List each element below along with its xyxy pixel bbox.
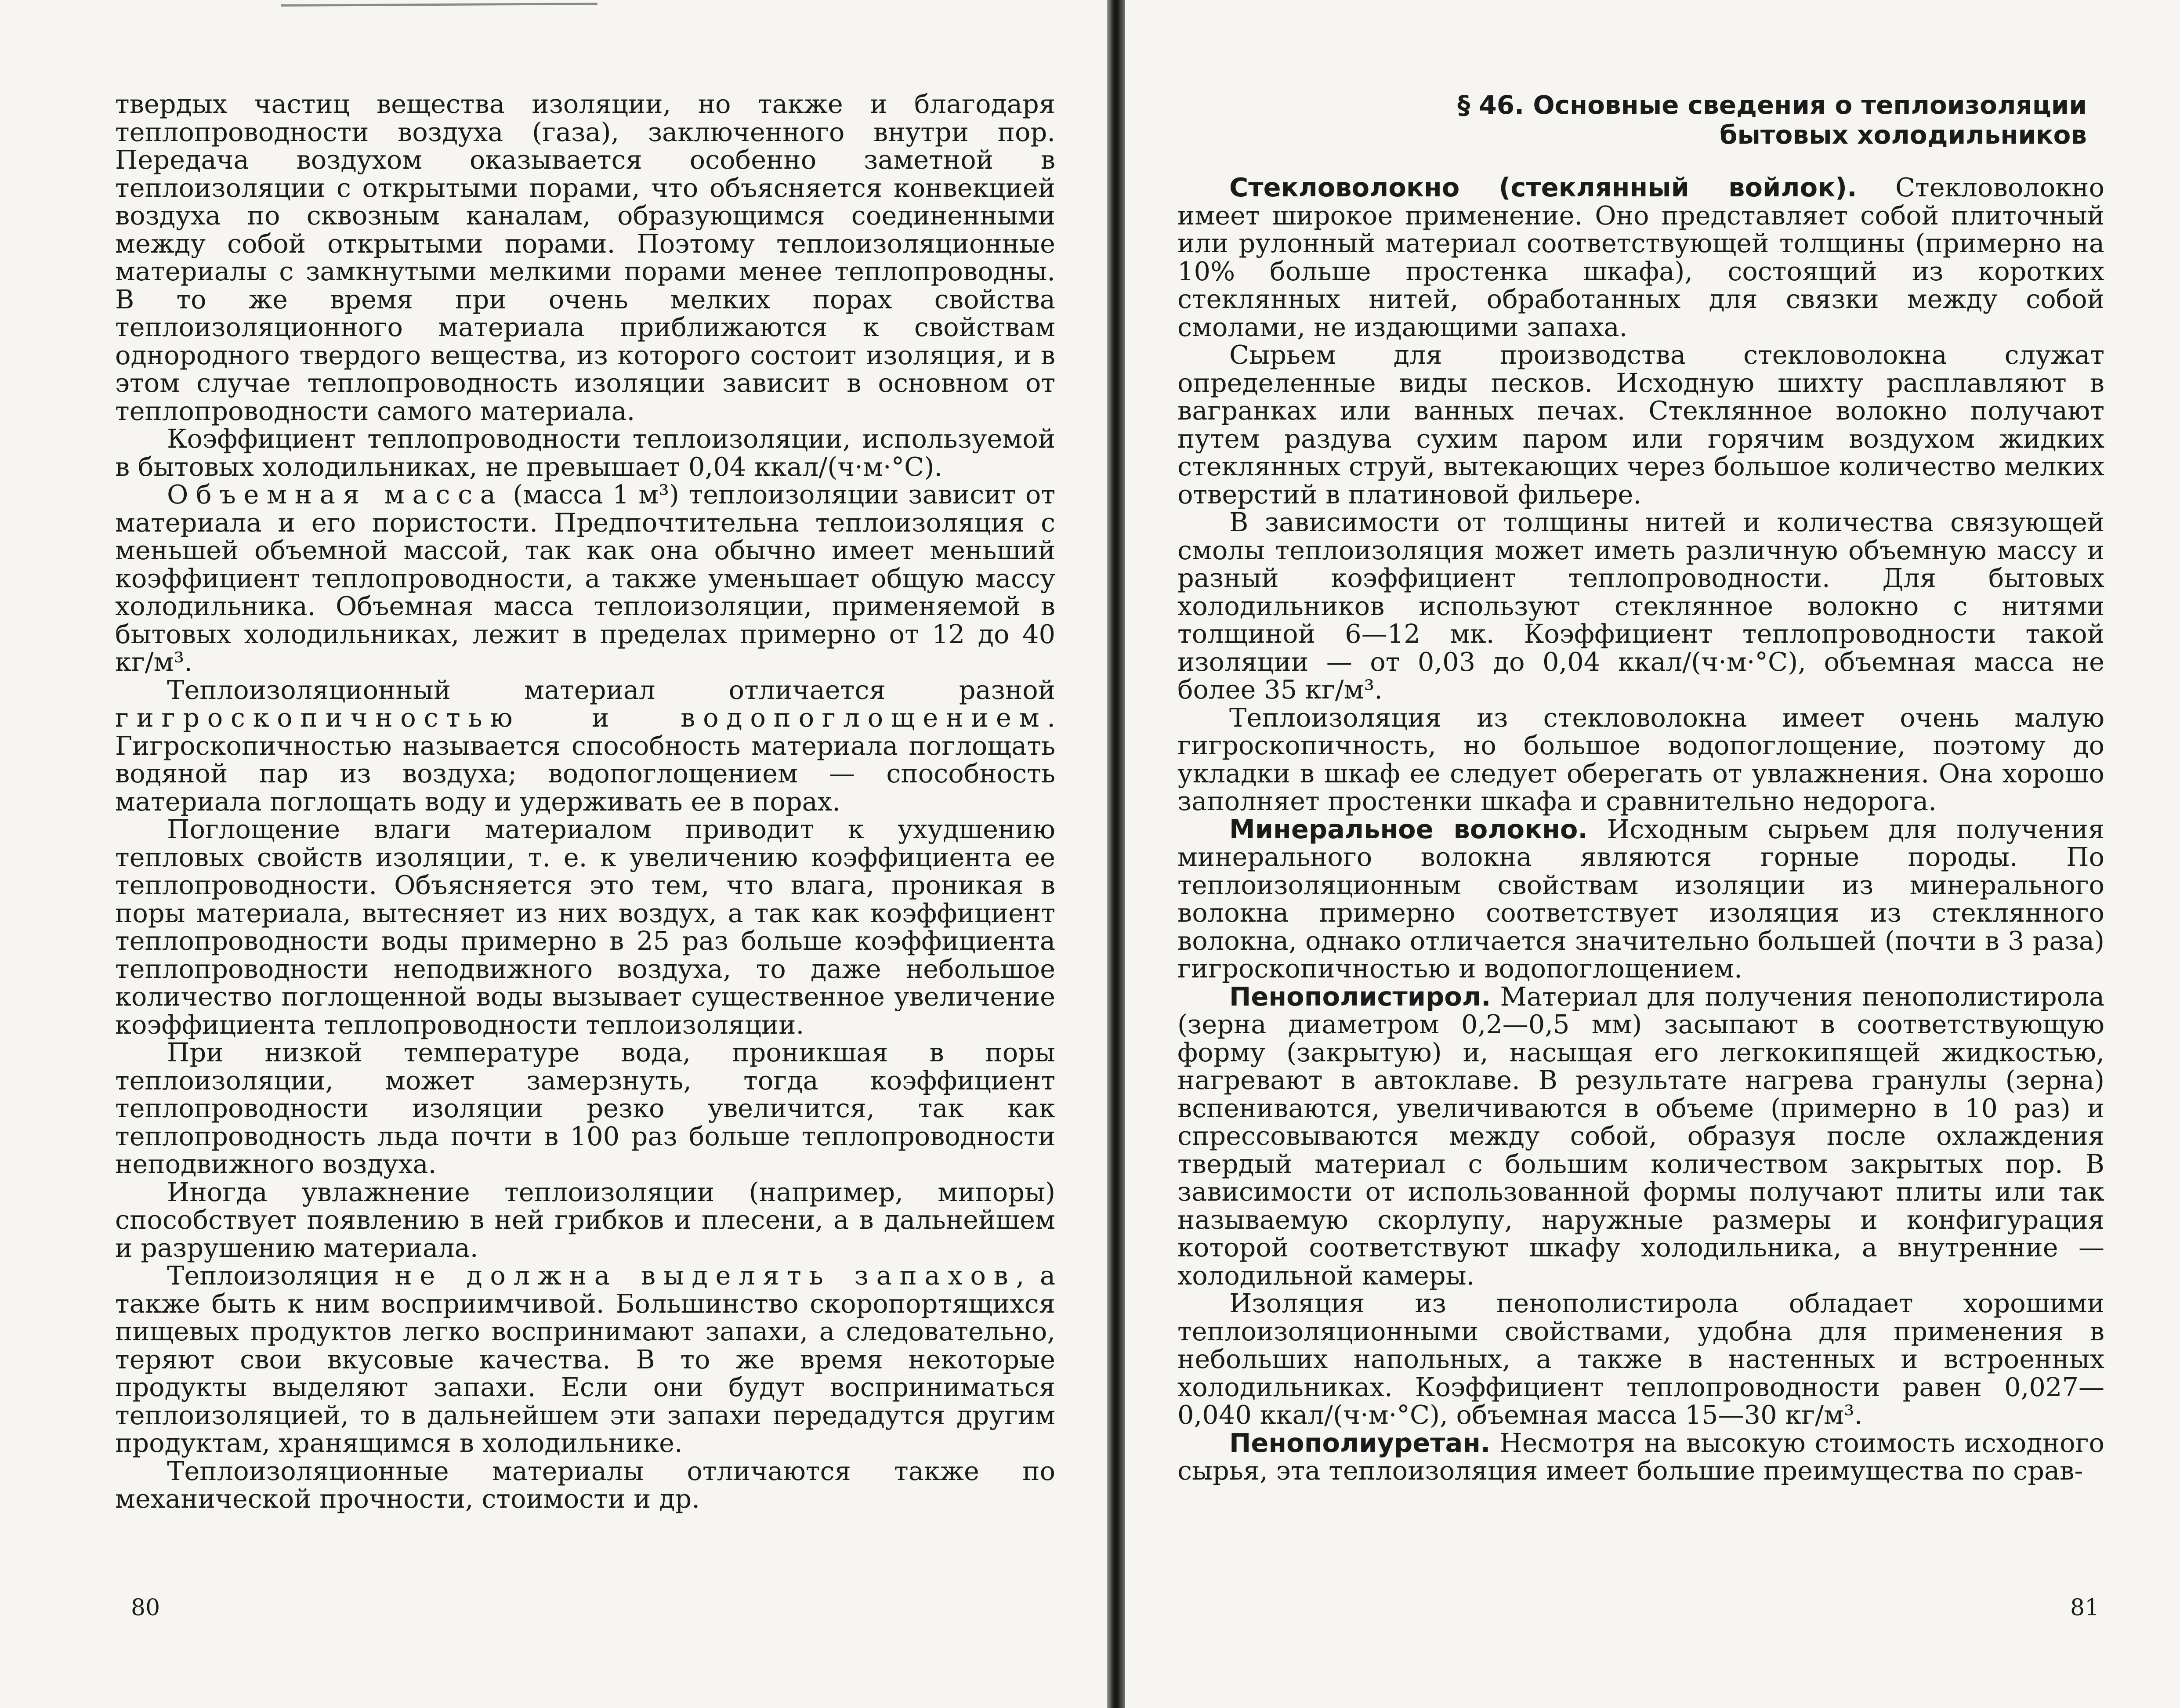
page-number-left: 80 <box>131 1595 160 1621</box>
section-heading-line-1: § 46. Основные сведения о теплоизоляции <box>1457 90 2087 120</box>
paragraph: Поглощение влаги материалом приводит к ухудшению тепловых свойств изоляции, т. е. к увеличению коэффициента ее теплопроводности. Объясняется это тем, что влага, проникая в поры материала, вытесняет из них воздух, а так как коэффициент теплопроводности воды примерно в 25 раз больше коэффициента теплопроводности неподвижного воздуха, то даже небольшое количество поглощенной воды вызывает существенное увеличение коэффициента теплопроводности теплоизоляции. <box>115 814 1055 1040</box>
paragraph <box>1177 1429 2104 1485</box>
paragraph-text: Несмотря на высокую стоимость исходного сырья, эта теплоизоляция имеет большие преимущества по срав- <box>1177 1427 2104 1486</box>
paragraph-text: и <box>520 702 681 733</box>
paragraph: В зависимости от толщины нитей и количества связующей смолы теплоизоляция может иметь различную объемную массу и разный коэффициент теплопроводности. Для бытовых холодильников используют стеклянное волокно с нитями толщиной 6—12 мк. Коэффициент теплопроводности такой изоляции — от 0,03 до 0,04 ккал/(ч·м·°С), объемная масса не более 35 кг/м³. <box>1177 507 2104 705</box>
section-heading-line-2: бытовых холодильников <box>1719 120 2087 150</box>
spaced-term: гигроскопичностью <box>115 702 521 733</box>
paragraph-text: . Гигроскопичностью называется способность материала поглощать водяной пар из воздуха; водопоглощением — способность материала поглощать воду и удерживать ее в порах. <box>115 702 1055 817</box>
spaced-term: не должна выделять запахов <box>395 1260 1016 1291</box>
paragraph: твердых частиц вещества изоляции, но также и благодаря теплопроводности воздуха (газа), заключенного внутри пор. Передача воздухом оказывается особенно заметной в теплоизоляции с открытыми порами, что объясняется конвекцией воздуха по сквозным каналам, образующимся соединенными между собой открытыми порами. Поэтому теплоизоляционные материалы с замкнутыми мелкими порами менее теплопроводны. В то же время при очень мелких порах свойства теплоизоляционного материала приближаются к свойствам однородного твердого вещества, из которого состоит изоляция, и в этом случае теплопроводность изоляции зависит в основном от теплопроводности самого материала. <box>115 89 1055 426</box>
page-number-right: 81 <box>2070 1595 2100 1621</box>
spaced-term: Объемная масса <box>167 479 503 510</box>
paragraph: Коэффициент теплопроводности теплоизоляции, используемой в бытовых холодильниках, не превышает 0,04 ккал/(ч·м·°С). <box>115 423 1055 482</box>
paragraph: Изоляция из пенополистирола обладает хорошими теплоизоляционными свойствами, удобна для применения в небольших напольных, а также в настенных и встроенных холодильниках. Коэффициент теплопроводности равен 0,027—0,040 ккал/(ч·м·°С), объемная масса 15—30 кг/м³. <box>1177 1288 2104 1430</box>
paragraph <box>115 676 1055 816</box>
section-heading <box>1177 90 2087 150</box>
paragraph-text: , а также быть к ним восприимчивой. Большинство скоропортящихся пищевых продуктов легко воспринимают запахи, а следовательно, теряют свои вкусовые качества. В то же время некоторые продукты выделяют запахи. Если они будут восприниматься теплоизоляцией, то в дальнейшем эти запахи передадутся другим продуктам, хранящимся в холодильнике. <box>115 1260 1056 1458</box>
bold-term: Пенополиуретан. <box>1229 1427 1491 1458</box>
bold-term: Минеральное волокно. <box>1229 814 1588 844</box>
paragraph <box>1177 174 2104 341</box>
bold-term: Стекловолокно (стеклянный войлок). <box>1229 172 1857 203</box>
paragraph <box>115 1262 1055 1457</box>
paragraph: Теплоизоляционные материалы отличаются также по механической прочности, стоимости и др. <box>115 1455 1055 1514</box>
left-page-text <box>115 90 1055 1513</box>
paragraph-text: Теплоизоляционный материал отличается разной <box>167 674 1055 705</box>
paragraph <box>1177 983 2104 1290</box>
bold-term: Пенополистирол. <box>1229 981 1491 1012</box>
paragraph-text: Стекловолокно имеет широкое применение. Оно представляет собой плиточный или рулонный материал соответствующей толщины (примерно на 10% больше простенка шкафа), состоящий из коротких стеклянных нитей, обработанных для связки между собой смолами, не издающими запаха. <box>1177 172 2104 342</box>
right-page-text <box>1177 174 2104 1485</box>
paragraph-text: Теплоизоляция <box>167 1260 395 1291</box>
book-gutter <box>1107 0 1125 1708</box>
paragraph <box>1177 815 2104 983</box>
paragraph: Теплоизоляция из стекловолокна имеет очень малую гигроскопичность, но большое водопоглощение, поэтому до укладки в шкаф ее следует оберегать от увлажнения. Она хорошо заполняет простенки шкафа и сравнительно недорога. <box>1177 702 2104 816</box>
paragraph-text: (масса 1 м³) теплоизоляции зависит от материала и его пористости. Предпочтительна теплоизоляция с меньшей объемной массой, так как она обычно имеет меньший коэффициент теплопроводности, а также уменьшает общую массу холодильника. Объемная масса теплоизоляции, применяемой в бытовых холодильниках, лежит в пределах примерно от 12 до 40 кг/м³. <box>115 479 1055 677</box>
paragraph-text: Исходным сырьем для получения минерального волокна являются горные породы. По теплоизоляционным свойствам изоляции из минерального волокна примерно соответствует изоляция из стеклянного волокна, однако отличается значительно большей (почти в 3 раза) гигроскопичностью и водопоглощением. <box>1177 814 2104 984</box>
paragraph: При низкой температуре вода, проникшая в поры теплоизоляции, может замерзнуть, тогда коэффициент теплопроводности изоляции резко увеличится, так как теплопроводность льда почти в 100 раз больше теплопроводности неподвижного воздуха. <box>115 1037 1055 1179</box>
paragraph <box>115 481 1055 676</box>
paragraph: Иногда увлажнение теплоизоляции (например, мипоры) способствует появлению в ней грибков и плесени, а в дальнейшем и разрушению материала. <box>115 1176 1055 1263</box>
paragraph: Сырьем для производства стекловолокна служат определенные виды песков. Исходную шихту расплавляют в вагранках или ванных печах. Стеклянное волокно получают путем раздува сухим паром или горячим воздухом жидких стеклянных струй, вытекающих через большое количество мелких отверстий в платиновой фильере. <box>1177 340 2104 510</box>
paragraph-text: Материал для получения пенополистирола (зерна диаметром 0,2—0,5 мм) засыпают в соответствующую форму (закрытую) и, насыщая его легкокипящей жидкостью, нагревают в автоклаве. В результате нагрева гранулы (зерна) вспениваются, увеличиваются в объеме (примерно в 10 раз) и спрессовываются между собой, образуя после охлаждения твердый материал с большим количеством закрытых пор. В зависимости от использованной формы получают плиты или так называемую скорлупу, наружные размеры и конфигурация которой соответствуют шкафу холодильника, а внутренние — холодильной камеры. <box>1177 981 2104 1291</box>
spaced-term: водопоглощением <box>681 702 1047 733</box>
